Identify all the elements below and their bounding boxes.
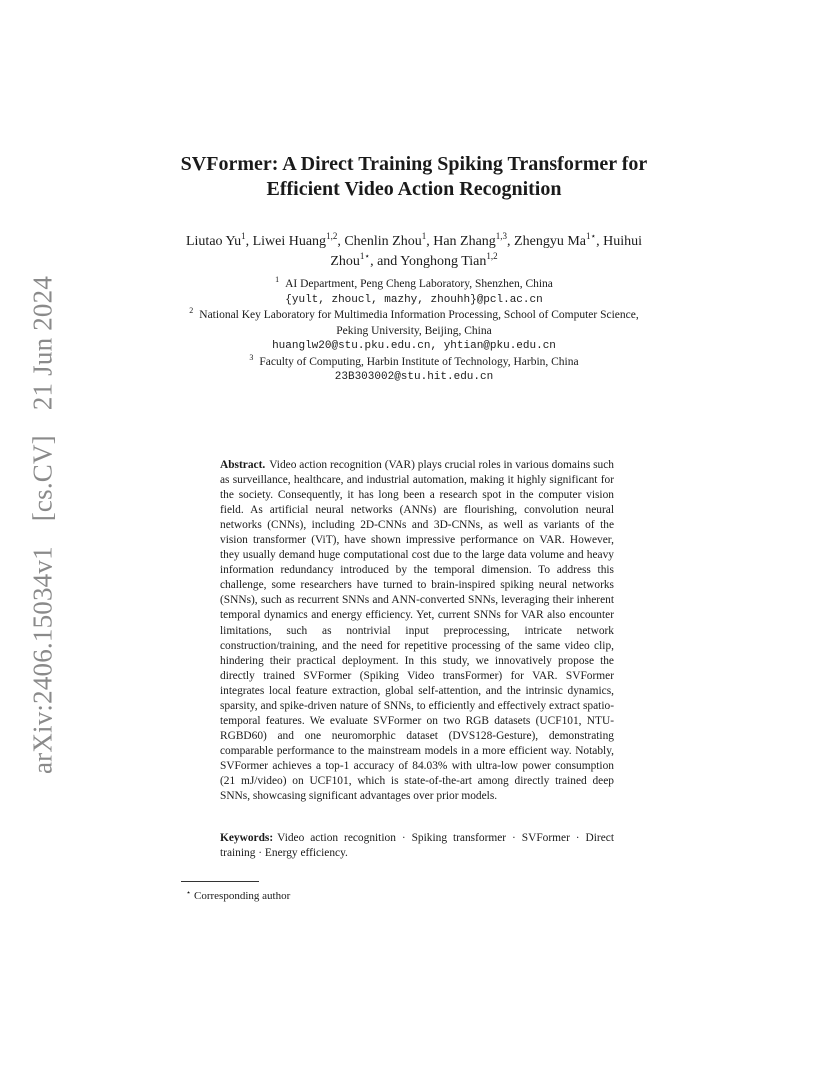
arxiv-identifier-stamp [28,276,59,774]
affiliation-2-cont: Peking University, Beijing, China [336,324,492,337]
footnote-text: Corresponding author [194,890,291,902]
affiliation-3-email: 23B303002@stu.hit.edu.cn [334,371,494,383]
footnote [186,886,290,903]
affiliation-1: $^1$ AI Department, Peng Cheng Laboratory, Shenzhen, China [275,275,553,290]
author: Huihui Zhou$^{1⋆}$, and [330,234,643,269]
title-line-1: SVFormer: A Direct Training Spiking Transformer for [180,153,648,175]
footnote-mark: ⋆ [186,888,192,897]
author: Zhengyu $Ma^{1⋆}$, [514,231,604,249]
keywords-text: Video action recognition · Spiking transformer · SVFormer · Direct training · Energy efficiency. [220,832,614,860]
affiliation-2-email: huanglw20@stu.pku.edu.cn, yhtian@pku.edu.cn [272,340,556,352]
author: Liutao Yu$^1$, [185,231,253,249]
affiliation-2: $^2$ National Key Laboratory for Multimedia Information Processing, School of Computer Science, [189,306,639,321]
keywords-label: Keywords: [220,832,274,844]
arxiv-date: 21 Jun 2024 [27,275,58,411]
keywords [220,831,614,861]
arxiv-category: [cs.CV] [27,435,58,522]
footnote-divider [181,881,259,882]
paper-title [170,152,658,202]
author: Chenlin Zhou$^1$, [344,231,434,249]
author-list [170,232,658,272]
abstract [220,458,614,804]
title-line-2: Efficient Video Action Recognition [266,178,562,200]
author: Han Zhang$^{1,3}$, [433,231,515,249]
abstract-label: Abstract. [220,459,266,471]
author: Liwei Huang$^{1,2}$, [252,231,345,249]
affiliations [150,277,678,386]
affiliation-3: $^3$ Faculty of Computing, Harbin Institute of Technology, Harbin, China [249,352,579,368]
abstract-text: Video action recognition (VAR) plays crucial roles in various domains such as surveillance, healthcare, and industrial automation, making it highly significant for the society. Consequently, it has long been a research spot in the computer vision field. As artificial neural networks (ANNs) are flourishing, convolution neural networks (CNNs), including 2D-CNNs and 3D-CNNs, as well as variants of the vision transformer (ViT), have shown impressive performance on VAR. However, they usually demand huge computational cost due to the large data volume and heavy information redundancy introduced by the temporal dimension. To address this challenge, some researchers have turned to brain-inspired spiking neural networks (SNNs), such as recurrent SNNs and ANN-converted SNNs, leveraging their inherent temporal dynamics and energy efficiency. Yet, current SNNs for VAR also encounter limitations, such as nontrivial input preprocessing, intricate network construction/training, and the need for repetitive processing of the same video clip, hindering their practical deployment. In this study, we innovatively propose the directly trained SVFormer (Spiking Video transFormer) for VAR. SVFormer integrates local feature extraction, global self-attention, and the intrinsic dynamics, sparsity, and spike-driven nature of SNNs, to efficiently and effectively extract spatio-temporal features. We evaluate SVFormer on two RGB datasets (UCF101, NTU-RGBD60) and one neuromorphic dataset (DVS128-Gesture), demonstrating comparable performance to the mainstream models in a more efficient way. Notably, SVFormer achieves a top-1 accuracy of 84.03% with ultra-low power consumption (21 mJ/video) on UCF101, which is state-of-the-art among directly trained deep SNNs, showcasing significant advantages over prior models. [220,459,614,803]
affiliation-1-email: {yult, zhoucl, mazhy, zhouhh}@pcl.ac.cn [285,293,543,306]
author: Yonghong Tian$^{1,2}$ [400,251,498,269]
arxiv-id: arXiv:2406.15034v1 [27,546,58,775]
